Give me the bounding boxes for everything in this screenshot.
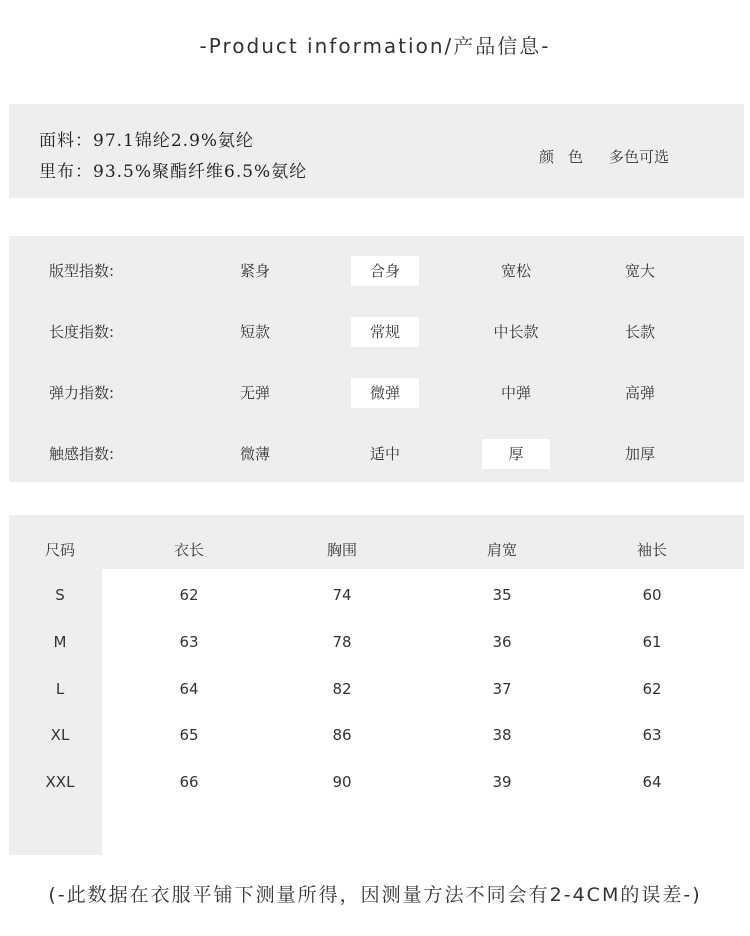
table-cell: 74 (332, 586, 352, 604)
index-option: 加厚 (624, 445, 655, 463)
fabric-lining-text: 里布：93.5%聚酯纤维6.5%氨纶 (39, 162, 308, 182)
index-option: 长款 (624, 323, 655, 341)
column-header-sleeve: 袖长 (636, 541, 667, 559)
size-cell: S (55, 586, 65, 604)
table-cell: 64 (179, 680, 199, 698)
index-label: 触感指数: (49, 445, 115, 463)
fabric-outer-text: 面料：97.1锦纶2.9%氨纶 (39, 131, 255, 151)
table-cell: 63 (179, 633, 199, 651)
index-label: 弹力指数: (49, 384, 115, 402)
index-row-thickness (9, 439, 744, 469)
column-header-length: 衣长 (173, 541, 204, 559)
size-cell: XXL (45, 773, 75, 791)
index-label: 长度指数: (49, 323, 115, 341)
size-column-bg (9, 569, 102, 855)
page-title: -Product information/产品信息- (199, 34, 551, 58)
index-label: 版型指数: (49, 262, 115, 280)
index-row-fit (9, 256, 744, 286)
index-option: 无弹 (239, 384, 270, 402)
index-option: 中长款 (493, 323, 539, 341)
table-cell: 90 (332, 773, 352, 791)
index-option-selected: 微弹 (351, 378, 419, 408)
column-header-shoulder: 肩宽 (486, 541, 517, 559)
color-label: 颜色 (539, 148, 598, 166)
table-cell: 62 (179, 586, 199, 604)
size-table (9, 515, 744, 855)
index-option: 宽松 (500, 262, 531, 280)
index-option: 宽大 (624, 262, 655, 280)
table-cell: 63 (642, 726, 662, 744)
index-option: 适中 (369, 445, 400, 463)
column-header-size: 尺码 (44, 541, 75, 559)
index-option: 短款 (239, 323, 270, 341)
index-row-length (9, 317, 744, 347)
table-cell: 66 (179, 773, 199, 791)
index-option: 中弹 (500, 384, 531, 402)
index-option-selected: 常规 (351, 317, 419, 347)
index-option: 微薄 (239, 445, 270, 463)
column-header-chest: 胸围 (326, 541, 357, 559)
table-cell: 37 (492, 680, 512, 698)
table-cell: 78 (332, 633, 352, 651)
table-cell: 35 (492, 586, 512, 604)
size-cell: L (55, 680, 65, 698)
index-option: 高弹 (624, 384, 655, 402)
measurement-footnote: (-此数据在衣服平铺下测量所得，因测量方法不同会有2-4CM的误差-) (48, 884, 702, 906)
table-cell: 62 (642, 680, 662, 698)
table-cell: 86 (332, 726, 352, 744)
table-cell: 39 (492, 773, 512, 791)
fabric-info-panel (9, 104, 744, 198)
table-cell: 64 (642, 773, 662, 791)
table-cell: 61 (642, 633, 662, 651)
index-option-selected: 厚 (482, 439, 550, 469)
size-cell: XL (50, 726, 70, 744)
size-cell: M (53, 633, 67, 651)
color-value: 多色可选 (609, 148, 670, 166)
index-option: 紧身 (239, 262, 270, 280)
index-option-selected: 合身 (351, 256, 419, 286)
fit-index-panel (9, 236, 744, 482)
table-cell: 82 (332, 680, 352, 698)
index-row-stretch (9, 378, 744, 408)
table-cell: 36 (492, 633, 512, 651)
table-cell: 38 (492, 726, 512, 744)
table-cell: 65 (179, 726, 199, 744)
table-cell: 60 (642, 586, 662, 604)
